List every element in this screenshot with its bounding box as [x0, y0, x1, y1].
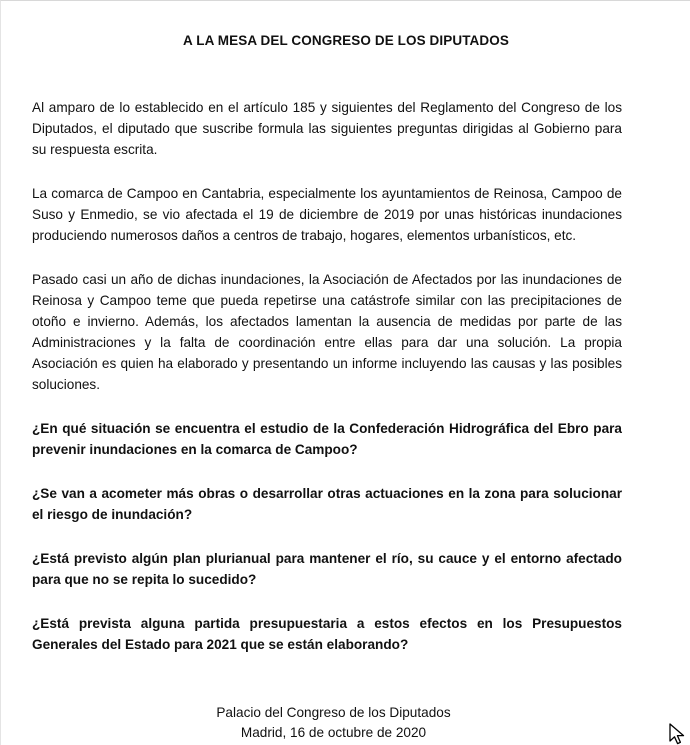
- footer-place: Palacio del Congreso de los Diputados: [216, 705, 451, 720]
- paragraph-background: Pasado casi un año de dichas inundaciones, la Asociación de Afectados por las inundaciones de Reinosa y Campoo teme que pueda repetirse una catástrofe similar con las precipitaciones de otoño e invierno. Además, los afectados lamentan la ausencia de medidas por parte de las Administraciones y la falta de coordinación entre ellas para dar una solución. La propia Asociación es quien ha elaborado y presentando un informe incluyendo las causas y las posibles soluciones.: [32, 272, 622, 392]
- question-4: ¿Está prevista alguna partida presupuestaria a estos efectos en los Presupuestos Generales del Estado para 2021 que se están elaborando?: [32, 616, 622, 652]
- question-1: ¿En qué situación se encuentra el estudio de la Confederación Hidrográfica del Ebro para prevenir inundaciones en la comarca de Campoo?: [32, 421, 622, 457]
- question-3: ¿Está previsto algún plan plurianual para mantener el río, su cauce y el entorno afectado para que no se repita lo sucedido?: [32, 551, 622, 587]
- paragraph-intro: Al amparo de lo establecido en el artículo 185 y siguientes del Reglamento del Congreso de los Diputados, el diputado que suscribe formula las siguientes preguntas dirigidas al Gobierno para su respuesta escrita.: [32, 100, 622, 157]
- document-footer: [1, 703, 666, 743]
- mouse-pointer-icon: [669, 723, 687, 745]
- question-2: ¿Se van a acometer más obras o desarrollar otras actuaciones en la zona para solucionar el riesgo de inundación?: [32, 486, 622, 522]
- document-title: A LA MESA DEL CONGRESO DE LOS DIPUTADOS: [183, 33, 509, 48]
- footer-date: Madrid, 16 de octubre de 2020: [240, 725, 427, 740]
- paragraph-context: La comarca de Campoo en Cantabria, especialmente los ayuntamientos de Reinosa, Campoo de Suso y Enmedio, se vio afectada el 19 de diciembre de 2019 por unas históricas inundaciones produciendo numerosos daños a centros de trabajo, hogares, elementos urbanísticos, etc.: [32, 186, 622, 243]
- document-body: [32, 97, 622, 678]
